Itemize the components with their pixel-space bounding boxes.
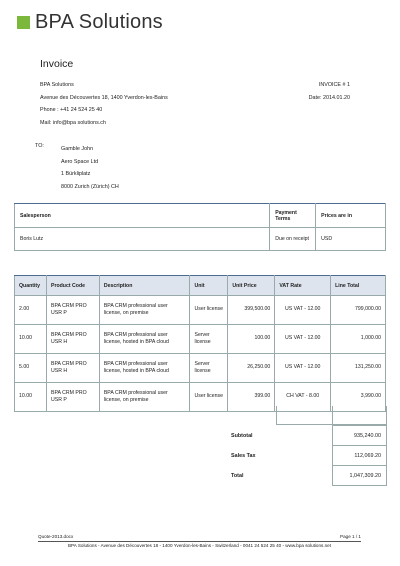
table-row bbox=[15, 325, 386, 354]
vat-rate-cell: US VAT - 12.00 bbox=[275, 296, 331, 325]
subtotal-label: Subtotal bbox=[231, 432, 253, 439]
totals-table bbox=[226, 425, 387, 486]
subtotal-row bbox=[226, 426, 387, 446]
description-header: Description bbox=[99, 276, 190, 296]
recipient-line: Gamble John bbox=[61, 146, 94, 152]
line-total-cell: 3,990.00 bbox=[331, 383, 386, 412]
unit-cell: User license bbox=[190, 383, 228, 412]
sender-phone: Phone : +41 24 524 25 40 bbox=[40, 107, 103, 113]
description-cell: BPA CRM professional user license, hosted in BPA cloud bbox=[99, 325, 190, 354]
salesperson-header: Salesperson bbox=[15, 204, 270, 228]
line-total-cell: 1,000.00 bbox=[331, 325, 386, 354]
quantity-header: Quantity bbox=[15, 276, 47, 296]
brand-name: BPA Solutions bbox=[35, 11, 163, 33]
recipient-line: 1 Bürkliplatz bbox=[61, 171, 91, 177]
product-code-cell: BPA CRM PRO USR P bbox=[46, 383, 99, 412]
invoice-number: INVOICE # 1 bbox=[318, 82, 350, 88]
unit-price-cell: 399.00 bbox=[228, 383, 275, 412]
product-code-cell: BPA CRM PRO USR P bbox=[46, 296, 99, 325]
vat-rate-header: VAT Rate bbox=[275, 276, 331, 296]
total-label: Total bbox=[231, 472, 244, 479]
vat-summary-cell bbox=[277, 406, 333, 425]
document-title: Invoice bbox=[40, 58, 74, 70]
quantity-cell: 2.00 bbox=[15, 296, 47, 325]
payment-terms-header: Payment Terms bbox=[270, 204, 316, 228]
total-row bbox=[226, 466, 387, 486]
footer-page-number: Page 1 / 1 bbox=[340, 534, 361, 539]
unit-header: Unit bbox=[190, 276, 228, 296]
quantity-cell: 10.00 bbox=[15, 325, 47, 354]
unit-price-cell: 100.00 bbox=[228, 325, 275, 354]
unit-cell: User license bbox=[190, 296, 228, 325]
footer-filename: Quote-2013.docx bbox=[38, 534, 74, 539]
sender-company: BPA Solutions bbox=[40, 82, 74, 88]
salesperson-name: Boris Lutz bbox=[15, 228, 270, 251]
sender-block bbox=[40, 79, 168, 129]
tax-value: 112,069.20 bbox=[333, 446, 387, 466]
unit-price-cell: 26,250.00 bbox=[228, 354, 275, 383]
vat-rate-cell: US VAT - 12.00 bbox=[275, 354, 331, 383]
unit-price-header: Unit Price bbox=[228, 276, 275, 296]
footer-divider bbox=[38, 541, 361, 542]
payment-terms: Due on receipt bbox=[270, 228, 316, 251]
sales-header-row bbox=[15, 204, 386, 228]
vat-rate-cell: CH VAT - 8.00 bbox=[275, 383, 331, 412]
unit-cell: Server license bbox=[190, 354, 228, 383]
vat-summary-box bbox=[276, 406, 387, 425]
line-total-cell: 131,250.00 bbox=[331, 354, 386, 383]
currency: USD bbox=[316, 228, 386, 251]
vat-rate-cell: US VAT - 12.00 bbox=[275, 325, 331, 354]
sales-table bbox=[14, 203, 386, 251]
description-cell: BPA CRM professional user license, hosted in BPA cloud bbox=[99, 354, 190, 383]
unit-price-cell: 399,500.00 bbox=[228, 296, 275, 325]
table-row bbox=[15, 296, 386, 325]
quantity-cell: 10.00 bbox=[15, 383, 47, 412]
description-cell: BPA CRM professional user license, on premise bbox=[99, 383, 190, 412]
sender-mail: Mail: info@bpa solutions.ch bbox=[40, 119, 107, 126]
quantity-cell: 5.00 bbox=[15, 354, 47, 383]
tax-label: Sales Tax bbox=[231, 452, 256, 459]
description-cell: BPA CRM professional user license, on premise bbox=[99, 296, 190, 325]
logo-square-icon bbox=[17, 16, 30, 29]
sales-row bbox=[15, 228, 386, 251]
table-row bbox=[15, 354, 386, 383]
recipient-label: TO: bbox=[35, 143, 44, 149]
recipient-line: Aero Space Ltd bbox=[61, 158, 99, 165]
tax-row bbox=[226, 446, 387, 466]
footer-address: BPA Solutions - Avenue des Découvertes 18 - 1400 Yverdon-les-Bains - Switzerland - 0041 24 524 25 40 - www.bpa solutions.net bbox=[67, 543, 332, 548]
currency-header: Prices are in bbox=[316, 204, 386, 228]
items-header-row bbox=[15, 276, 386, 296]
invoice-date: Date: 2014.01.20 bbox=[308, 94, 350, 101]
product-code-header: Product Code bbox=[46, 276, 99, 296]
recipient-line: 8000 Zurich (Zürich) CH bbox=[61, 183, 119, 190]
line-items-table bbox=[14, 275, 386, 412]
product-code-cell: BPA CRM PRO USR H bbox=[46, 354, 99, 383]
brand-logo bbox=[17, 11, 163, 34]
unit-cell: Server license bbox=[190, 325, 228, 354]
invoice-meta bbox=[309, 79, 350, 104]
sender-address: Avenue des Découvertes 18, 1400 Yverdon-les-Bains bbox=[40, 94, 168, 101]
subtotal-value: 935,240.00 bbox=[333, 426, 387, 446]
total-value: 1,047,309.20 bbox=[333, 466, 387, 486]
line-total-header: Line Total bbox=[331, 276, 386, 296]
recipient-block bbox=[61, 143, 119, 193]
product-code-cell: BPA CRM PRO USR H bbox=[46, 325, 99, 354]
line-total-cell: 799,000.00 bbox=[331, 296, 386, 325]
